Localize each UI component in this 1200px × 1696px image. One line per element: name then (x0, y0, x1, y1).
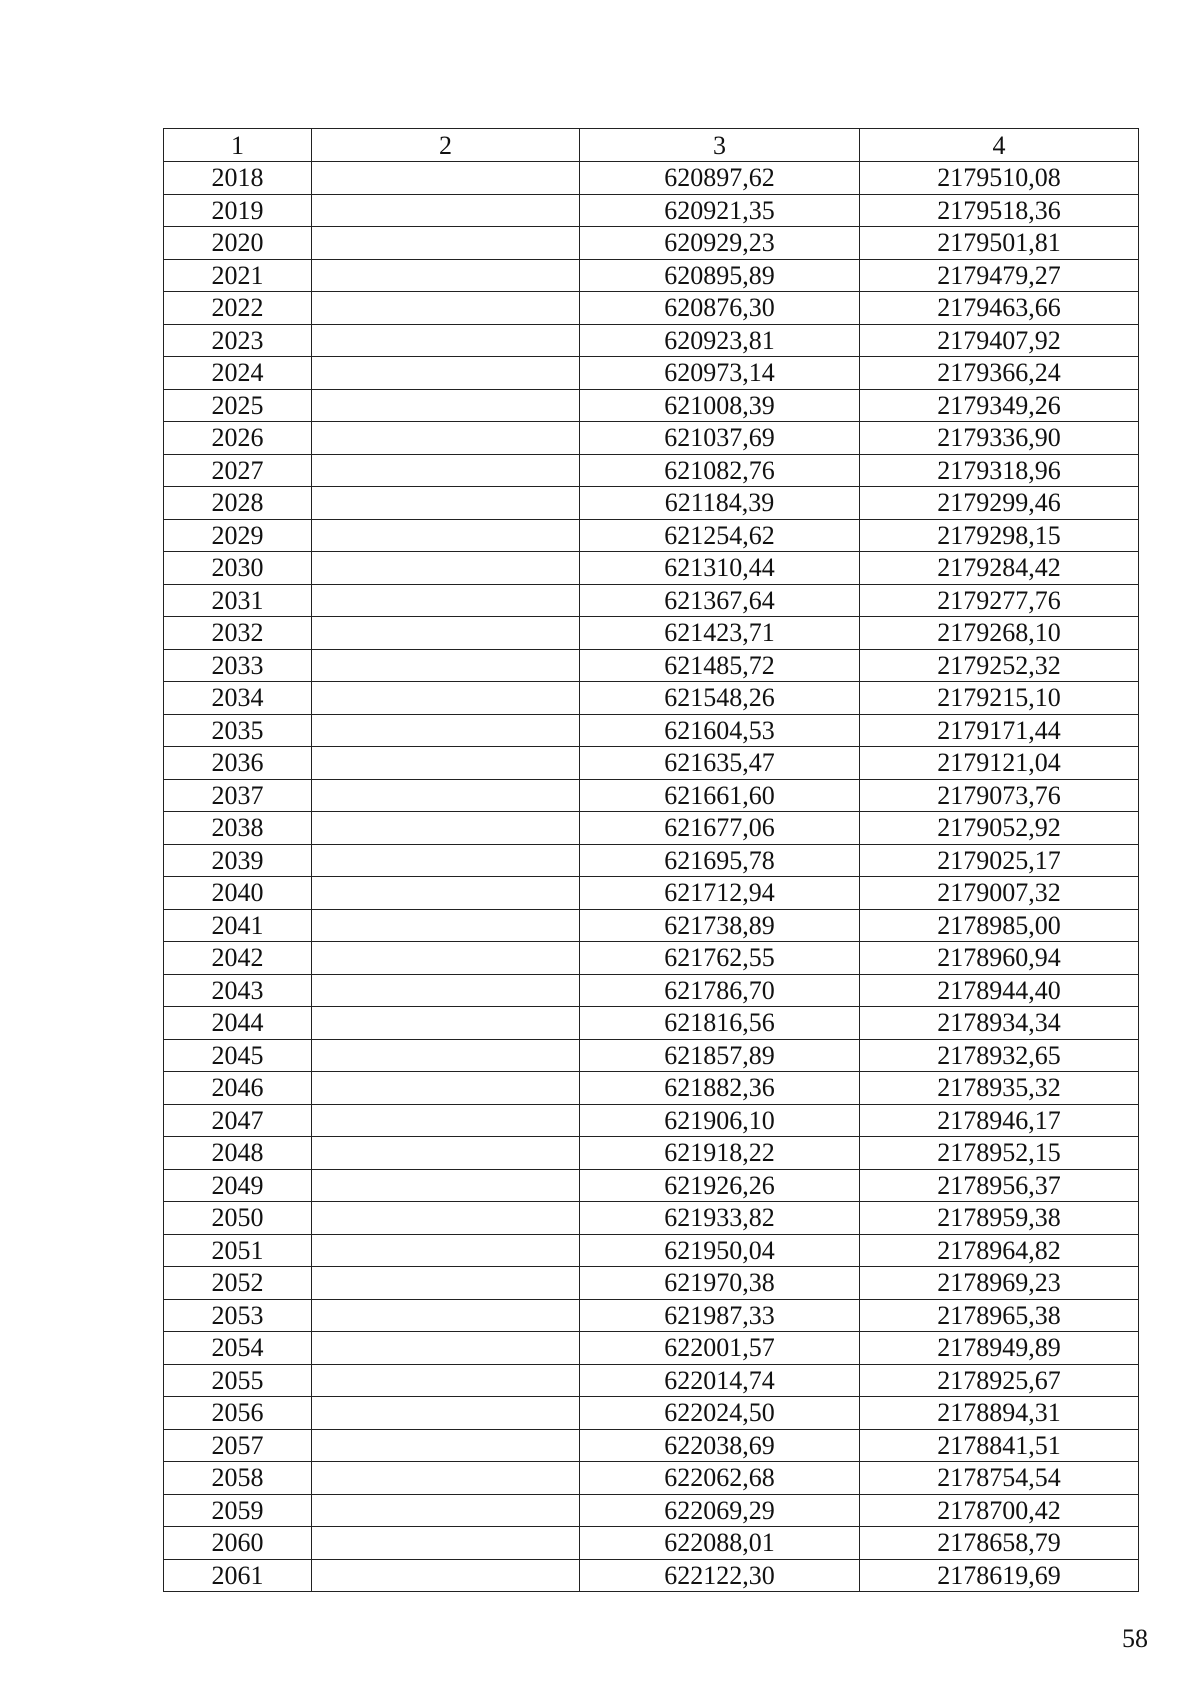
table-cell-col-2 (312, 422, 580, 455)
table-cell-col-1: 2026 (164, 422, 312, 455)
table-cell-col-3: 621918,22 (580, 1137, 860, 1170)
table-row (164, 779, 1139, 812)
table-cell-col-1: 2040 (164, 877, 312, 910)
table-cell-col-3: 622122,30 (580, 1559, 860, 1592)
table-row (164, 974, 1139, 1007)
table-cell-col-3: 622038,69 (580, 1429, 860, 1462)
table-cell-col-4: 2179349,26 (860, 389, 1139, 422)
table-cell-col-2 (312, 1397, 580, 1430)
table-cell-col-2 (312, 649, 580, 682)
table-cell-col-3: 621712,94 (580, 877, 860, 910)
table-cell-col-3: 620897,62 (580, 162, 860, 195)
table-cell-col-2 (312, 519, 580, 552)
table-cell-col-1: 2052 (164, 1267, 312, 1300)
table-cell-col-4: 2178985,00 (860, 909, 1139, 942)
table-cell-col-1: 2028 (164, 487, 312, 520)
table-cell-col-1: 2027 (164, 454, 312, 487)
table-cell-col-1: 2034 (164, 682, 312, 715)
table-body (164, 162, 1139, 1592)
table-cell-col-4: 2178965,38 (860, 1299, 1139, 1332)
table-cell-col-3: 620921,35 (580, 194, 860, 227)
table-row (164, 942, 1139, 975)
table-cell-col-1: 2051 (164, 1234, 312, 1267)
table-cell-col-4: 2179025,17 (860, 844, 1139, 877)
table-row (164, 292, 1139, 325)
table-cell-col-1: 2056 (164, 1397, 312, 1430)
table-cell-col-1: 2032 (164, 617, 312, 650)
table-row (164, 454, 1139, 487)
table-cell-col-2 (312, 747, 580, 780)
table-cell-col-1: 2022 (164, 292, 312, 325)
table-cell-col-3: 621926,26 (580, 1169, 860, 1202)
table-row (164, 1104, 1139, 1137)
table-cell-col-4: 2179277,76 (860, 584, 1139, 617)
table-cell-col-2 (312, 584, 580, 617)
table-cell-col-3: 621786,70 (580, 974, 860, 1007)
table-cell-col-1: 2019 (164, 194, 312, 227)
table-row (164, 389, 1139, 422)
table-row (164, 324, 1139, 357)
table-cell-col-3: 621485,72 (580, 649, 860, 682)
table-cell-col-3: 621367,64 (580, 584, 860, 617)
table-cell-col-4: 2179007,32 (860, 877, 1139, 910)
table-cell-col-3: 622001,57 (580, 1332, 860, 1365)
table-cell-col-3: 622069,29 (580, 1494, 860, 1527)
table-cell-col-2 (312, 1494, 580, 1527)
table-cell-col-1: 2045 (164, 1039, 312, 1072)
table-cell-col-4: 2179121,04 (860, 747, 1139, 780)
table-cell-col-3: 621857,89 (580, 1039, 860, 1072)
table-cell-col-2 (312, 292, 580, 325)
table-row (164, 519, 1139, 552)
table-cell-col-3: 620876,30 (580, 292, 860, 325)
table-cell-col-3: 621661,60 (580, 779, 860, 812)
table-cell-col-4: 2178960,94 (860, 942, 1139, 975)
table-cell-col-3: 622088,01 (580, 1527, 860, 1560)
table-cell-col-4: 2179336,90 (860, 422, 1139, 455)
table-cell-col-1: 2048 (164, 1137, 312, 1170)
table-cell-col-1: 2020 (164, 227, 312, 260)
table-cell-col-4: 2178754,54 (860, 1462, 1139, 1495)
table-cell-col-3: 620923,81 (580, 324, 860, 357)
header-cell-3: 3 (580, 129, 860, 162)
table-row (164, 1527, 1139, 1560)
table-cell-col-3: 621933,82 (580, 1202, 860, 1235)
table-cell-col-1: 2061 (164, 1559, 312, 1592)
table-cell-col-1: 2035 (164, 714, 312, 747)
table-row (164, 909, 1139, 942)
table-cell-col-2 (312, 909, 580, 942)
table-cell-col-2 (312, 227, 580, 260)
table-cell-col-3: 621950,04 (580, 1234, 860, 1267)
table-cell-col-4: 2178700,42 (860, 1494, 1139, 1527)
table-cell-col-2 (312, 1039, 580, 1072)
table-cell-col-1: 2030 (164, 552, 312, 585)
table-cell-col-2 (312, 877, 580, 910)
table-cell-col-4: 2178944,40 (860, 974, 1139, 1007)
table-row (164, 194, 1139, 227)
table-cell-col-2 (312, 942, 580, 975)
table-cell-col-1: 2049 (164, 1169, 312, 1202)
table-cell-col-2 (312, 1299, 580, 1332)
table-cell-col-3: 621677,06 (580, 812, 860, 845)
table-row (164, 259, 1139, 292)
table-cell-col-2 (312, 357, 580, 390)
page-number: 58 (1122, 1624, 1148, 1653)
table-row (164, 162, 1139, 195)
table-cell-col-1: 2033 (164, 649, 312, 682)
table-cell-col-1: 2023 (164, 324, 312, 357)
table-cell-col-2 (312, 812, 580, 845)
table-cell-col-1: 2055 (164, 1364, 312, 1397)
table-cell-col-1: 2044 (164, 1007, 312, 1040)
table-cell-col-4: 2179501,81 (860, 227, 1139, 260)
table-cell-col-2 (312, 1169, 580, 1202)
table-cell-col-4: 2179407,92 (860, 324, 1139, 357)
table-cell-col-2 (312, 1332, 580, 1365)
table-row (164, 1429, 1139, 1462)
table-cell-col-2 (312, 1462, 580, 1495)
table-row (164, 682, 1139, 715)
table-cell-col-3: 622014,74 (580, 1364, 860, 1397)
table-cell-col-3: 620929,23 (580, 227, 860, 260)
table-cell-col-2 (312, 779, 580, 812)
table-cell-col-3: 621548,26 (580, 682, 860, 715)
table-row (164, 1299, 1139, 1332)
table-cell-col-4: 2178935,32 (860, 1072, 1139, 1105)
table-cell-col-2 (312, 1429, 580, 1462)
table-cell-col-2 (312, 844, 580, 877)
table-cell-col-3: 621970,38 (580, 1267, 860, 1300)
table-header (164, 129, 1139, 162)
table-cell-col-3: 621184,39 (580, 487, 860, 520)
table-cell-col-4: 2179215,10 (860, 682, 1139, 715)
table-cell-col-2 (312, 162, 580, 195)
table-row (164, 422, 1139, 455)
table-cell-col-2 (312, 194, 580, 227)
table-cell-col-3: 621254,62 (580, 519, 860, 552)
table-cell-col-1: 2037 (164, 779, 312, 812)
table-cell-col-1: 2058 (164, 1462, 312, 1495)
table-cell-col-4: 2179318,96 (860, 454, 1139, 487)
table-cell-col-3: 621738,89 (580, 909, 860, 942)
table-cell-col-4: 2178934,34 (860, 1007, 1139, 1040)
table-cell-col-3: 621037,69 (580, 422, 860, 455)
table-cell-col-4: 2179052,92 (860, 812, 1139, 845)
table-cell-col-4: 2179268,10 (860, 617, 1139, 650)
coordinates-table (163, 128, 1139, 1592)
table-cell-col-1: 2054 (164, 1332, 312, 1365)
table-cell-col-2 (312, 552, 580, 585)
table-cell-col-2 (312, 259, 580, 292)
table-cell-col-2 (312, 1137, 580, 1170)
table-cell-col-3: 621635,47 (580, 747, 860, 780)
table-cell-col-4: 2178952,15 (860, 1137, 1139, 1170)
table-row (164, 1137, 1139, 1170)
table-cell-col-3: 621310,44 (580, 552, 860, 585)
table-cell-col-2 (312, 1104, 580, 1137)
table-cell-col-1: 2060 (164, 1527, 312, 1560)
table-cell-col-4: 2179284,42 (860, 552, 1139, 585)
header-cell-2: 2 (312, 129, 580, 162)
table-cell-col-1: 2038 (164, 812, 312, 845)
table-cell-col-3: 621987,33 (580, 1299, 860, 1332)
table-cell-col-4: 2178932,65 (860, 1039, 1139, 1072)
table-cell-col-3: 621423,71 (580, 617, 860, 650)
table-cell-col-3: 620895,89 (580, 259, 860, 292)
table-row (164, 1267, 1139, 1300)
table-cell-col-1: 2043 (164, 974, 312, 1007)
table-cell-col-4: 2179299,46 (860, 487, 1139, 520)
table-cell-col-1: 2031 (164, 584, 312, 617)
table-cell-col-4: 2179518,36 (860, 194, 1139, 227)
table-cell-col-3: 621082,76 (580, 454, 860, 487)
table-cell-col-1: 2025 (164, 389, 312, 422)
table-cell-col-2 (312, 1072, 580, 1105)
table-cell-col-4: 2179298,15 (860, 519, 1139, 552)
table-row (164, 844, 1139, 877)
table-cell-col-2 (312, 1267, 580, 1300)
table-cell-col-3: 622062,68 (580, 1462, 860, 1495)
table-row (164, 877, 1139, 910)
table-cell-col-4: 2179073,76 (860, 779, 1139, 812)
table-row (164, 1397, 1139, 1430)
table-cell-col-2 (312, 389, 580, 422)
table-row (164, 1494, 1139, 1527)
table-row (164, 357, 1139, 390)
table-cell-col-1: 2053 (164, 1299, 312, 1332)
table-cell-col-2 (312, 1234, 580, 1267)
table-cell-col-4: 2178658,79 (860, 1527, 1139, 1560)
table-cell-col-2 (312, 1202, 580, 1235)
table-cell-col-4: 2178964,82 (860, 1234, 1139, 1267)
table-row (164, 227, 1139, 260)
table-row (164, 1202, 1139, 1235)
table-cell-col-2 (312, 1007, 580, 1040)
table-cell-col-1: 2057 (164, 1429, 312, 1462)
table-row (164, 1234, 1139, 1267)
table-cell-col-4: 2179479,27 (860, 259, 1139, 292)
table-row (164, 1007, 1139, 1040)
table-cell-col-2 (312, 454, 580, 487)
table-cell-col-4: 2178959,38 (860, 1202, 1139, 1235)
table-cell-col-4: 2179510,08 (860, 162, 1139, 195)
table-cell-col-4: 2178841,51 (860, 1429, 1139, 1462)
table-cell-col-1: 2029 (164, 519, 312, 552)
table-cell-col-4: 2178894,31 (860, 1397, 1139, 1430)
table-cell-col-2 (312, 714, 580, 747)
table-cell-col-2 (312, 1527, 580, 1560)
table-row (164, 1332, 1139, 1365)
header-cell-4: 4 (860, 129, 1139, 162)
table-cell-col-4: 2179252,32 (860, 649, 1139, 682)
table-row (164, 617, 1139, 650)
table-cell-col-1: 2018 (164, 162, 312, 195)
table-cell-col-3: 621604,53 (580, 714, 860, 747)
table-cell-col-2 (312, 1559, 580, 1592)
header-cell-1: 1 (164, 129, 312, 162)
table-row (164, 1462, 1139, 1495)
table-cell-col-1: 2039 (164, 844, 312, 877)
table-row (164, 1039, 1139, 1072)
table-row (164, 552, 1139, 585)
table-cell-col-1: 2059 (164, 1494, 312, 1527)
table-cell-col-3: 621008,39 (580, 389, 860, 422)
table-cell-col-1: 2050 (164, 1202, 312, 1235)
table-cell-col-3: 621695,78 (580, 844, 860, 877)
table-row (164, 584, 1139, 617)
table-cell-col-4: 2179463,66 (860, 292, 1139, 325)
table-row (164, 487, 1139, 520)
table-cell-col-3: 621816,56 (580, 1007, 860, 1040)
table-cell-col-2 (312, 324, 580, 357)
table-cell-col-1: 2047 (164, 1104, 312, 1137)
table-cell-col-1: 2041 (164, 909, 312, 942)
table-cell-col-3: 620973,14 (580, 357, 860, 390)
table-row (164, 812, 1139, 845)
table-cell-col-2 (312, 682, 580, 715)
table-cell-col-1: 2024 (164, 357, 312, 390)
table-cell-col-4: 2178946,17 (860, 1104, 1139, 1137)
table-cell-col-4: 2178969,23 (860, 1267, 1139, 1300)
table-row (164, 1169, 1139, 1202)
table-cell-col-1: 2046 (164, 1072, 312, 1105)
table-cell-col-1: 2042 (164, 942, 312, 975)
table-row (164, 1364, 1139, 1397)
table-cell-col-3: 621882,36 (580, 1072, 860, 1105)
table-cell-col-1: 2021 (164, 259, 312, 292)
table-cell-col-4: 2179366,24 (860, 357, 1139, 390)
table-cell-col-2 (312, 1364, 580, 1397)
table-cell-col-4: 2179171,44 (860, 714, 1139, 747)
table-row (164, 747, 1139, 780)
table-cell-col-1: 2036 (164, 747, 312, 780)
table-cell-col-4: 2178956,37 (860, 1169, 1139, 1202)
table-cell-col-2 (312, 487, 580, 520)
table-cell-col-2 (312, 617, 580, 650)
header-row (164, 129, 1139, 162)
table-cell-col-4: 2178619,69 (860, 1559, 1139, 1592)
table-row (164, 1072, 1139, 1105)
table-cell-col-3: 622024,50 (580, 1397, 860, 1430)
table-row (164, 649, 1139, 682)
table-cell-col-4: 2178925,67 (860, 1364, 1139, 1397)
table-row (164, 1559, 1139, 1592)
table-row (164, 714, 1139, 747)
table-cell-col-3: 621906,10 (580, 1104, 860, 1137)
table-cell-col-3: 621762,55 (580, 942, 860, 975)
table-cell-col-2 (312, 974, 580, 1007)
table-cell-col-4: 2178949,89 (860, 1332, 1139, 1365)
